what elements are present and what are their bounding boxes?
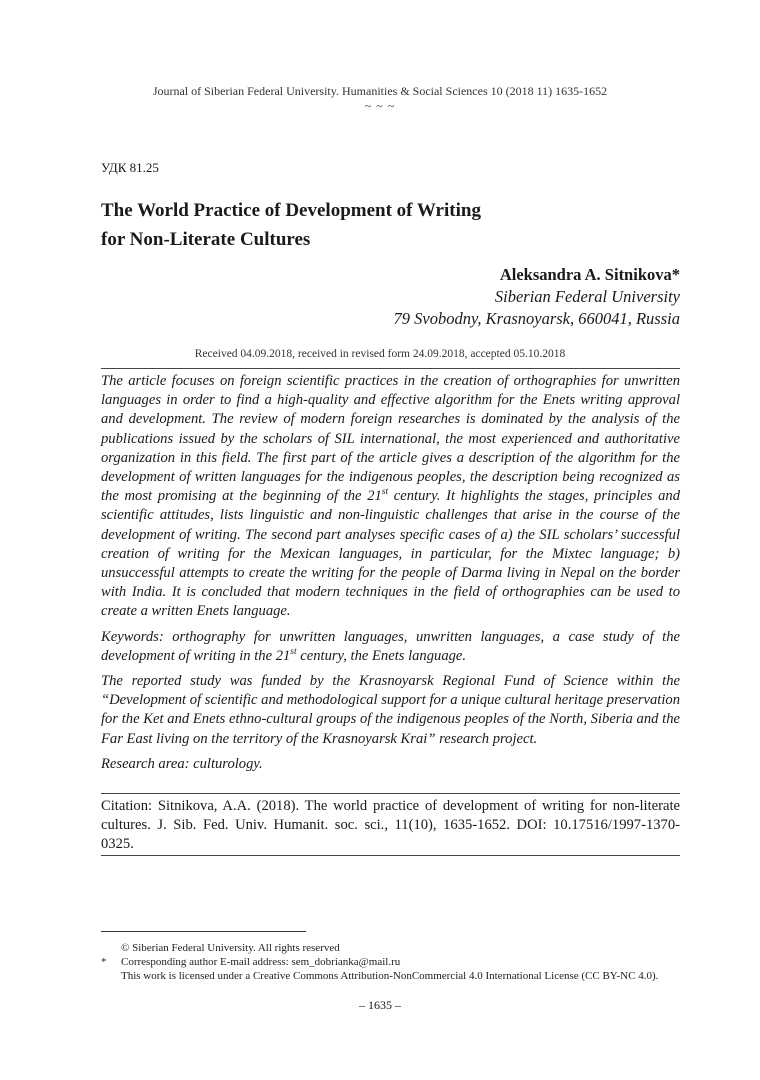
- journal-header: Journal of Siberian Federal University. Humanities & Social Sciences 10 (2018 11) 1635-1652: [152, 84, 608, 98]
- abstract-superscript: st: [381, 487, 389, 498]
- keywords-superscript: st: [290, 646, 297, 657]
- asterisk-mark: *: [101, 956, 107, 968]
- abstract-part-1: The article focuses on foreign scientific practices in the creation of orthographies for unwritten languages in order to find a high-quality and effective algorithm for the Enets writing approval and development. The review of modern foreign researches is dominated by the analysis of the publications issued by the scholars of SIL international, the most experienced and authoritative organization in this field. The first part of the article gives a description of the algorithm for the development of written languages for the indigenous peoples, the description being recognized as the most promising at the beginning of the 21: [101, 373, 680, 505]
- footnote-rule: [101, 931, 306, 932]
- footnote-copyright: [101, 941, 701, 955]
- article-title: [101, 196, 661, 254]
- keywords: [101, 628, 680, 666]
- footnotes: [101, 941, 701, 983]
- received-dates: Received 04.09.2018, received in revised form 24.09.2018, accepted 05.10.2018: [194, 348, 566, 360]
- author-address: 79 Svobodny, Krasnoyarsk, 660041, Russia: [393, 309, 680, 328]
- keywords-part-2: century, the Enets language.: [296, 647, 467, 664]
- author-block: [394, 264, 680, 330]
- footnote-license: [101, 969, 701, 983]
- citation-bottom-rule: [101, 855, 680, 856]
- abstract-text: [101, 372, 680, 622]
- udk-code: УДК 81.25: [101, 160, 159, 175]
- abstract-top-rule: [101, 368, 680, 369]
- page-number: – 1635 –: [359, 998, 401, 1012]
- author-affiliation: Siberian Federal University: [494, 287, 680, 306]
- abstract-block: [101, 372, 680, 780]
- header-ornament: ~ ~ ~: [364, 99, 396, 113]
- abstract-part-2: century. It highlights the stages, principles and scientific attitudes, lists linguistic and non-linguistic challenges that arise in the course of the development of writing. The second part analyses specific cases of a) the SIL scholars’ successful creation of writing for the Mexican languages, in particular, for the Mixtec language; b) unsuccessful attempts to create the writing for the people of Darma living in Nepal on the border with India. It is concluded that modern techniques in the field of orthographies can be used to create a written Enets language.: [101, 488, 680, 620]
- copyright-text: © Siberian Federal University. All rights reserved: [121, 942, 340, 954]
- keywords-part-1: Keywords: orthography for unwritten languages, unwritten languages, a case study of the development of writing in the 21: [101, 628, 680, 664]
- corresponding-text: Corresponding author E-mail address: sem_dobrianka@mail.ru: [121, 956, 401, 968]
- license-text: This work is licensed under a Creative Commons Attribution-NonCommercial 4.0 International License (CC BY-NC 4.0).: [121, 970, 659, 982]
- citation-top-rule: [101, 793, 680, 794]
- title-line-1: The World Practice of Development of Writing: [101, 200, 481, 221]
- research-area: Research area: culturology.: [101, 755, 263, 772]
- title-line-2: for Non-Literate Cultures: [101, 229, 311, 250]
- funding-statement: The reported study was funded by the Krasnoyarsk Regional Fund of Science within the “Development of scientific and methodological support for a unique cultural heritage preservation for the Ket and Enets ethno-cultural groups of the indigenous peoples of the North, Siberia and the Far East living on the territory of the Krasnoyarsk Krai” research project.: [101, 673, 680, 747]
- citation: Citation: Sitnikova, A.A. (2018). The world practice of development of writing for non-literate cultures. J. Sib. Fed. Univ. Humanit. soc. sci., 11(10), 1635-1652. DOI: 10.17516/1997-1370-0325.: [101, 798, 680, 853]
- author-name: Aleksandra A. Sitnikova*: [499, 265, 680, 284]
- footnote-corresponding: [101, 955, 701, 969]
